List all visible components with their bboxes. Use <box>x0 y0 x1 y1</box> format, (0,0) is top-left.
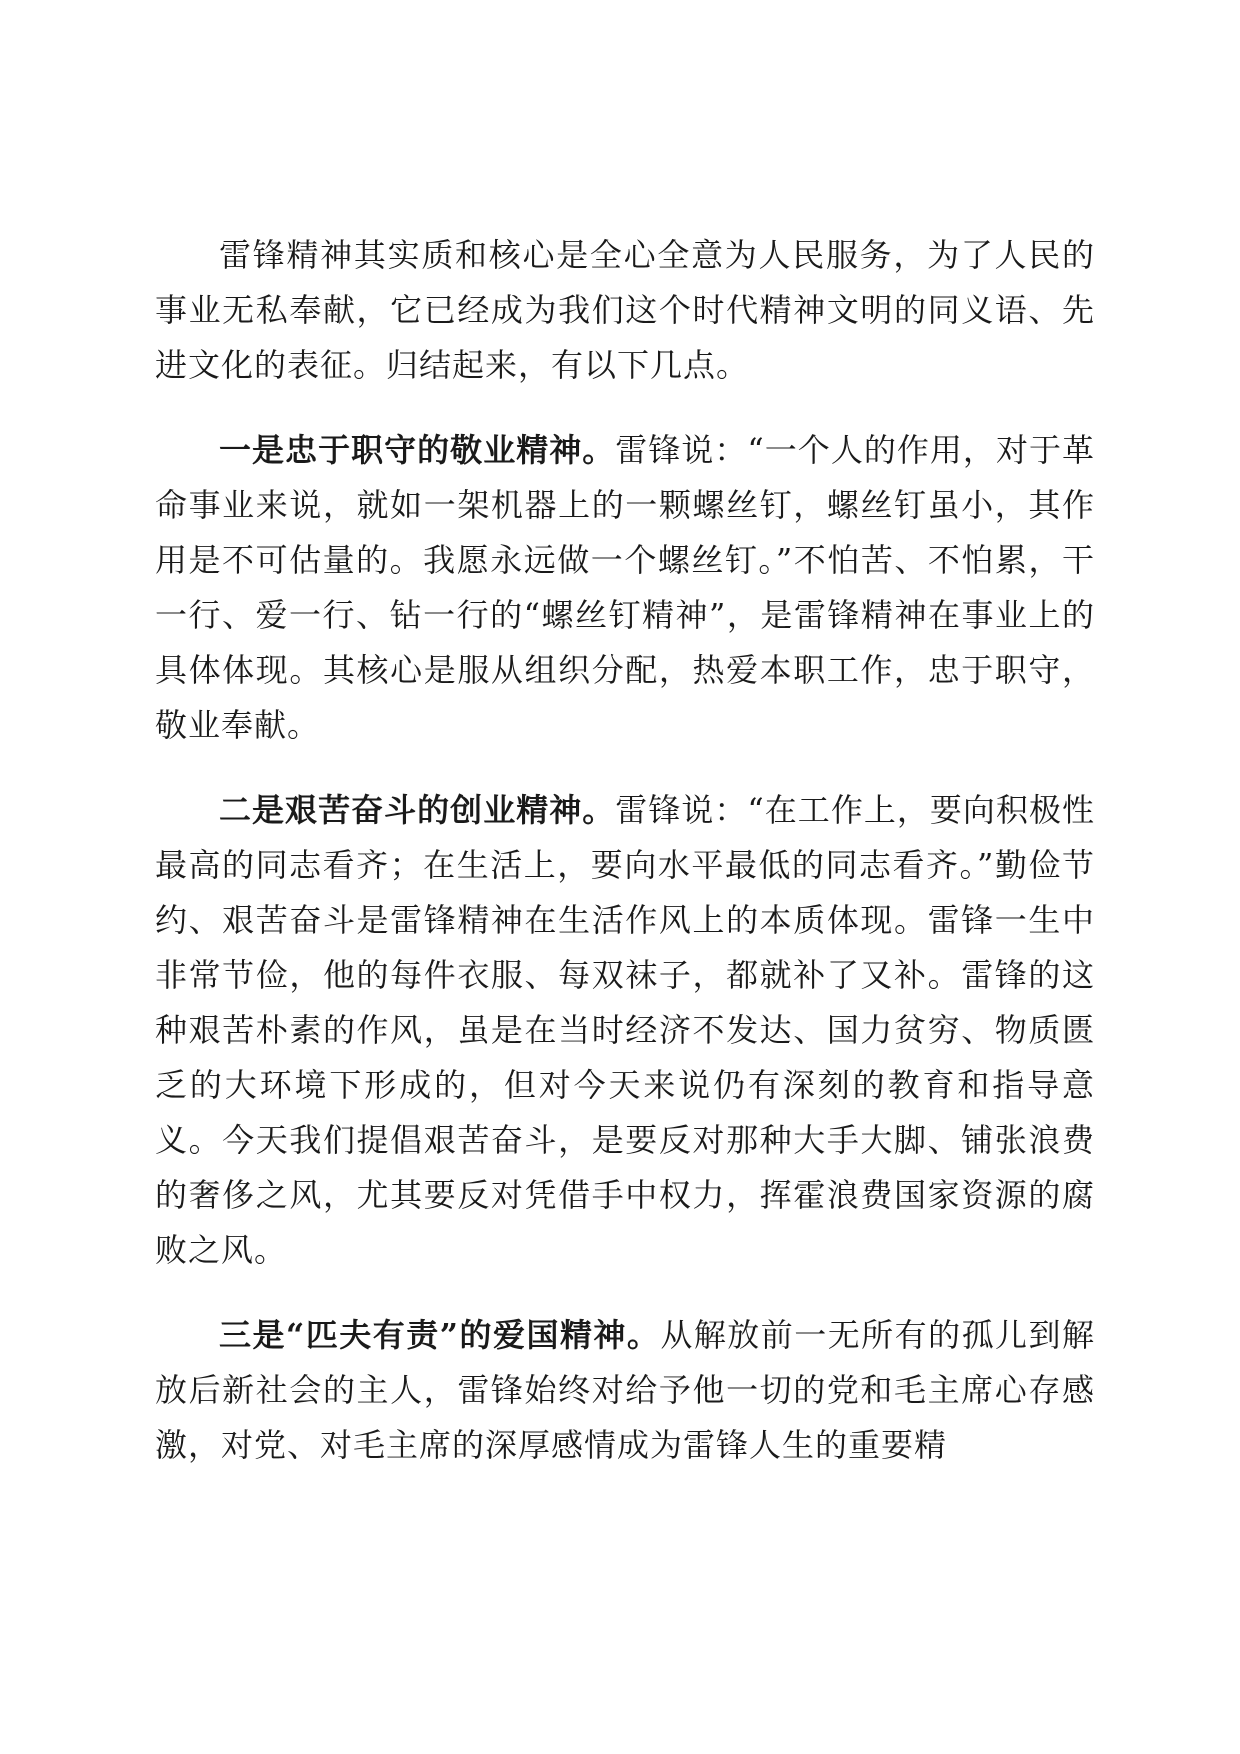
paragraph-intro-text: 雷锋精神其实质和核心是全心全意为人民服务，为了人民的事业无私奉献，它已经成为我们这个时代精神文明的同义语、先进文化的表征。归结起来，有以下几点。 <box>155 236 1095 384</box>
document-body <box>155 228 1095 1503</box>
paragraph-point-one-heading: 一是忠于职守的敬业精神。 <box>219 431 616 469</box>
paragraph-point-two-heading: 二是艰苦奋斗的创业精神。 <box>219 791 616 829</box>
paragraph-point-two-text: 雷锋说：“在工作上，要向积极性最高的同志看齐；在生活上，要向水平最低的同志看齐。”勤俭节约、艰苦奋斗是雷锋精神在生活作风上的本质体现。雷锋一生中非常节俭，他的每件衣服、每双袜子，都就补了又补。雷锋的这种艰苦朴素的作风，虽是在当时经济不发达、国力贫穷、物质匮乏的大环境下形成的，但对今天来说仍有深刻的教育和指导意义。今天我们提倡艰苦奋斗，是要反对那种大手大脚、铺张浪费的奢侈之风，尤其要反对凭借手中权力，挥霍浪费国家资源的腐败之风。 <box>155 791 1095 1269</box>
paragraph-point-three <box>155 1308 1095 1473</box>
paragraph-point-one <box>155 423 1095 753</box>
paragraph-point-three-text: 从解放前一无所有的孤儿到解放后新社会的主人，雷锋始终对给予他一切的党和毛主席心存感激，对党、对毛主席的深厚感情成为雷锋人生的重要精 <box>155 1316 1095 1464</box>
paragraph-point-three-heading: 三是“匹夫有责”的爱国精神。 <box>219 1316 661 1354</box>
paragraph-point-two <box>155 783 1095 1278</box>
paragraph-point-one-text: 雷锋说：“一个人的作用，对于革命事业来说，就如一架机器上的一颗螺丝钉，螺丝钉虽小，其作用是不可估量的。我愿永远做一个螺丝钉。”不怕苦、不怕累，干一行、爱一行、钻一行的“螺丝钉精神”，是雷锋精神在事业上的具体体现。其核心是服从组织分配，热爱本职工作，忠于职守，敬业奉献。 <box>155 431 1095 744</box>
paragraph-intro <box>155 228 1095 393</box>
